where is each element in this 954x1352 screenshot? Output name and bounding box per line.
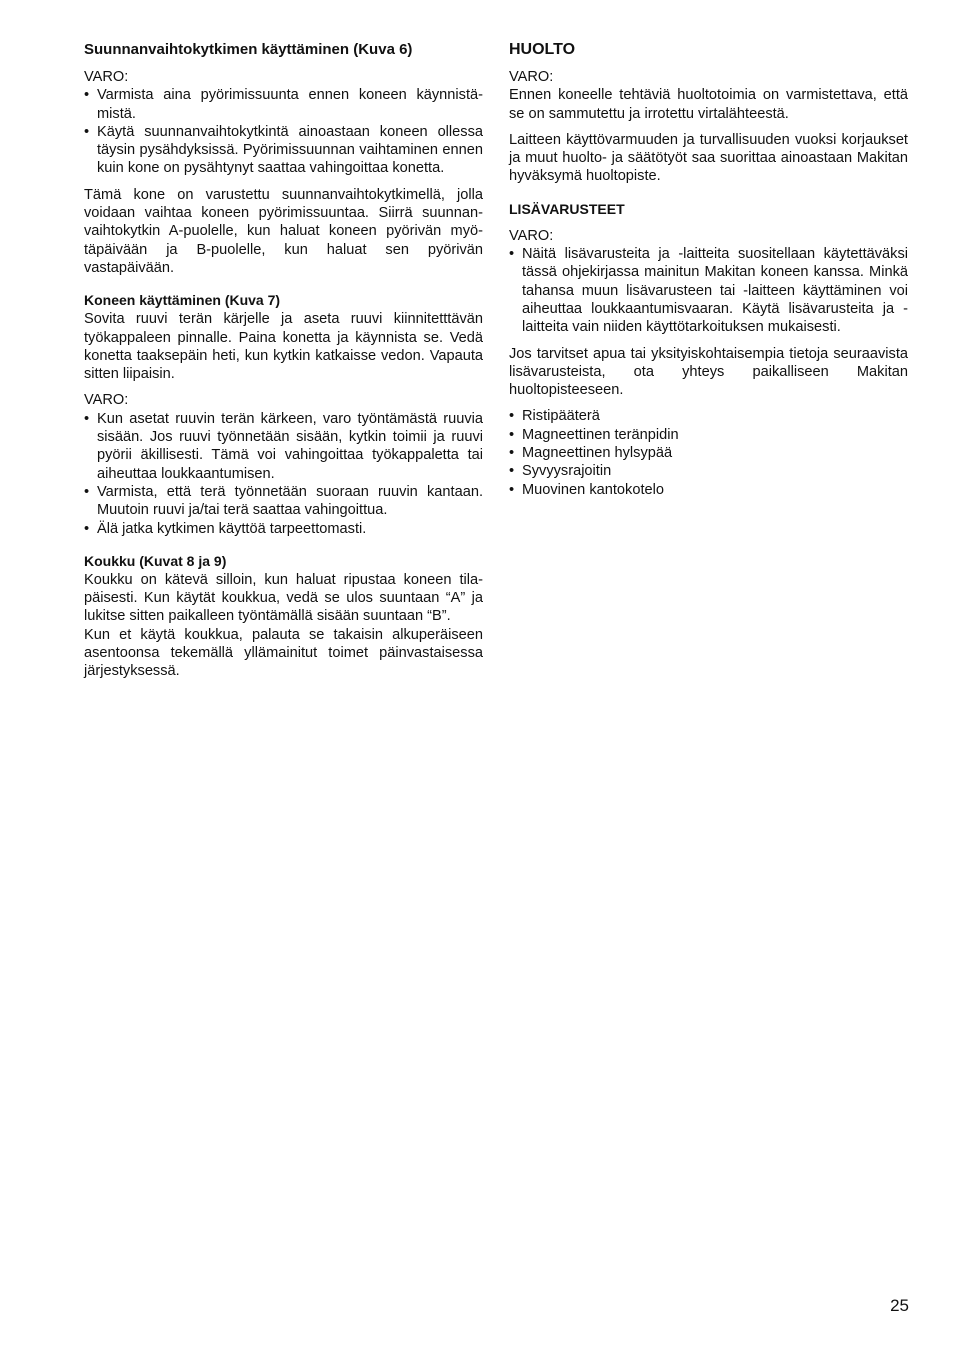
caution-label: VARO: (84, 69, 129, 85)
section-heading-operation: Koneen käyttäminen (Kuva 7) (84, 292, 281, 309)
caution-item: • Älä jatka kytkimen käyttöä tarpeettomasti. (84, 520, 483, 538)
caution-list (84, 410, 483, 538)
paragraph: Kun et käytä koukkua, palauta se takaisin alkuperäiseen asentoonsa tekemällä yllämainitut toimet päinvastaisessa järjestyksessä. (84, 626, 483, 680)
paragraph: Koukku on kätevä silloin, kun haluat ripustaa koneen tilapäisesti. Kun käytät koukkua, vedä se ulos suuntaan “A” ja lukitse sitten paikalleen työntämällä sisään suuntaan “B”. (84, 571, 483, 625)
caution-item: • Näitä lisävarusteita ja -laitteita suositellaan käytettäväksi tässä ohjekirjassa mainitun Makitan koneen kanssa. Minkä tahansa muun lisävarusteen tai -laitteen käyttäminen voi aiheuttaa loukkaantumisvaaran. Käytä lisävarusteita ja -laitteita vain niiden käyttötarkoituksen mukaisesti. (509, 245, 908, 336)
section-heading-hook: Koukku (Kuvat 8 ja 9) (84, 552, 227, 569)
page-number: 25 (890, 1296, 909, 1315)
caution-item: • Käytä suunnanvaihtokytkintä ainoastaan koneen ollessa täysin pysähdyksissä. Pyörimissuunnan vaihtaminen ennen kuin kone on pysähtynyt saattaa vahingoittaa konetta. (84, 123, 483, 178)
caution-label: VARO: (509, 69, 554, 85)
caution-label: VARO: (84, 392, 129, 409)
accessory-item: • Muovinen kantokotelo (509, 481, 908, 499)
accessory-item: • Magneettinen teränpidin (509, 426, 908, 444)
paragraph: Sovita ruuvi terän kärjelle ja aseta ruuvi kiinnitetttävän työkappaleen pinnalle. Paina konetta ja käynnista se. Vedä konetta taaksepäin heti, kun kytkin katkaisse vedon. Vapauta sitten liipaisin. (84, 311, 483, 383)
section-heading-accessories: LISÄVARUSTEET (509, 200, 625, 217)
accessory-item: • Syvyysrajoitin (509, 462, 908, 480)
caution-item: • Varmista, että terä työnnetään suoraan ruuvin kantaan. Muutoin ruuvi ja/tai terä saattaa vahingoittua. (84, 483, 483, 520)
paragraph: Ennen koneelle tehtäviä huoltotoimia on varmistettava, että se on sammutettu ja irrotettu virtalähteestä. (509, 87, 908, 122)
caution-list (509, 245, 908, 336)
accessory-list (509, 407, 908, 498)
section-heading-maintenance: HUOLTO (509, 41, 576, 58)
accessory-item: • Ristipääterä (509, 407, 908, 425)
left-column (84, 40, 483, 681)
right-column (509, 40, 908, 499)
paragraph: Tämä kone on varustettu suunnanvaihtokytkimellä, jolla voidaan vaihtaa koneen pyörimissuuntaa. Siirrä suunnanvaihtokytkin A-puolelle, kun haluat koneen pyörivän myötäpäivään ja B-puolelle, kun haluat sen pyörivän vastapäivään. (84, 186, 483, 276)
section-heading-direction-switch: Suunnanvaihtokytkimen käyttäminen (Kuva 6) (84, 41, 413, 58)
accessory-item: • Magneettinen hylsypää (509, 444, 908, 462)
paragraph: Jos tarvitset apua tai yksityiskohtaisempia tietoja seuraavista lisävarusteista, ota yhteys paikalliseen Makitan huoltopisteeseen. (509, 345, 908, 399)
caution-label: VARO: (509, 227, 554, 244)
caution-item: • Varmista aina pyörimissuunta ennen koneen käynnistämistä. (84, 86, 483, 123)
caution-list (84, 86, 483, 177)
paragraph: Laitteen käyttövarmuuden ja turvallisuuden vuoksi korjaukset ja muut huolto- ja säätötyöt saa suorittaa ainoastaan Makitan hyväksymä huoltopiste. (509, 131, 908, 185)
caution-item: • Kun asetat ruuvin terän kärkeen, varo työntämästä ruuvia sisään. Jos ruuvi työnnetään sisään, kytkin toimii ja ruuvi pyörii äkillisesti. Tämä voi vahingoittaa työkappaletta tai aiheuttaa loukkaantumisen. (84, 410, 483, 483)
